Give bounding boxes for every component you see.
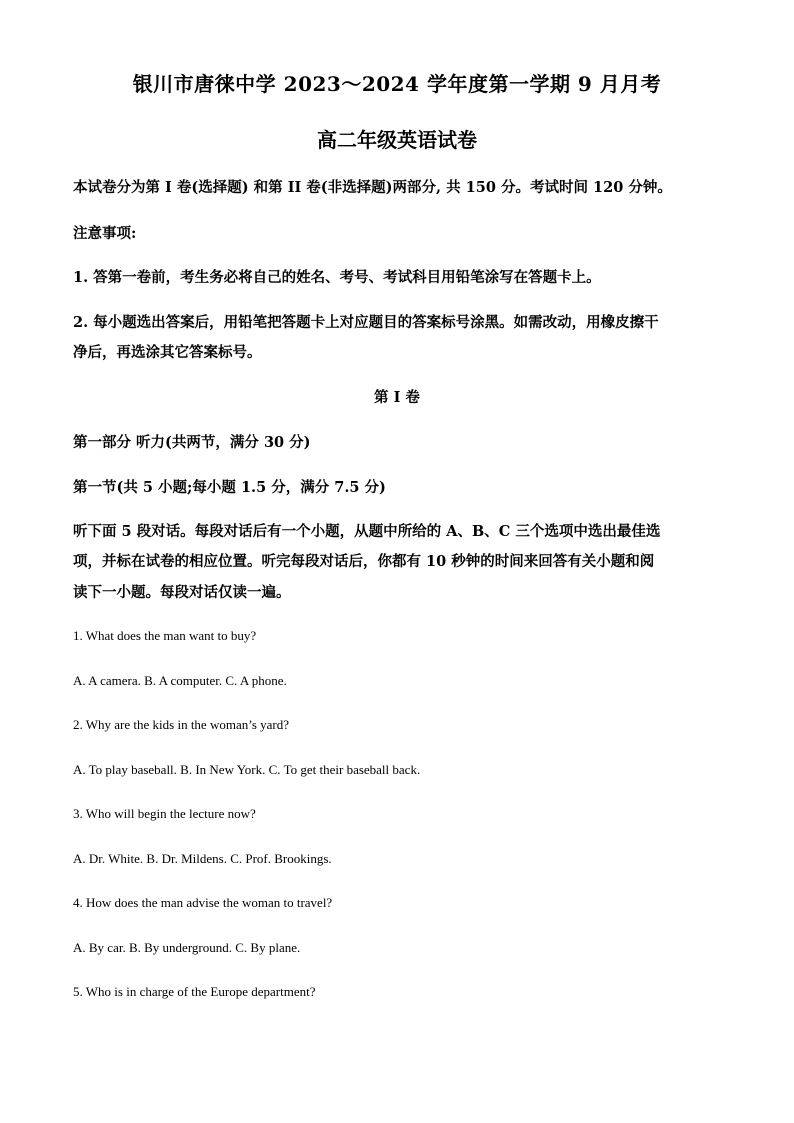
part-title: 第一部分 听力(共两节，满分 30 分) xyxy=(73,434,311,451)
notice-item-2-line1: 2. 每小题选出答案后，用铅笔把答题卡上对应题目的答案标号涂黑。如需改动，用橡皮擦干 xyxy=(73,314,659,331)
exam-subtitle: 高二年级英语试卷 xyxy=(317,128,477,152)
question-stem: 3. Who will begin the lecture now? xyxy=(73,806,256,821)
question-stem: 1. What does the man want to buy? xyxy=(73,628,257,643)
subsection-title: 第一节(共 5 小题;每小题 1.5 分，满分 7.5 分) xyxy=(73,479,386,496)
question-options: A. To play baseball. B. In New York. C. To get their baseball back. xyxy=(73,762,421,777)
volume-title: 第 I 卷 xyxy=(374,389,420,406)
notice-item-2-line2: 净后，再选涂其它答案标号。 xyxy=(73,344,262,361)
instruction-line-2: 项，并标在试卷的相应位置。听完每段对话后，你都有 10 秒钟的时间来回答有关小题和阅 xyxy=(73,553,655,570)
question-stem: 4. How does the man advise the woman to travel? xyxy=(73,895,333,910)
question-options: A. Dr. White. B. Dr. Mildens. C. Prof. Brookings. xyxy=(73,851,332,866)
exam-summary: 本试卷分为第 I 卷(选择题) 和第 II 卷(非选择题)两部分, 共 150 分。考试时间 120 分钟。 xyxy=(73,179,672,196)
notice-heading: 注意事项: xyxy=(73,225,137,242)
question-options: A. By car. B. By underground. C. By plane. xyxy=(73,940,301,955)
instruction-line-1: 听下面 5 段对话。每段对话后有一个小题，从题中所给的 A、B、C 三个选项中选出最佳选 xyxy=(73,523,661,540)
question-stem: 5. Who is in charge of the Europe department? xyxy=(73,984,316,999)
exam-title: 银川市唐徕中学 2023～2024 学年度第一学期 9 月月考 xyxy=(132,72,662,96)
question-stem: 2. Why are the kids in the woman’s yard? xyxy=(73,717,290,732)
instruction-line-3: 读下一小题。每段对话仅读一遍。 xyxy=(73,584,291,601)
question-options: A. A camera. B. A computer. C. A phone. xyxy=(73,673,287,688)
notice-item-1: 1. 答第一卷前，考生务必将自己的姓名、考号、考试科目用铅笔涂写在答题卡上。 xyxy=(73,269,601,286)
